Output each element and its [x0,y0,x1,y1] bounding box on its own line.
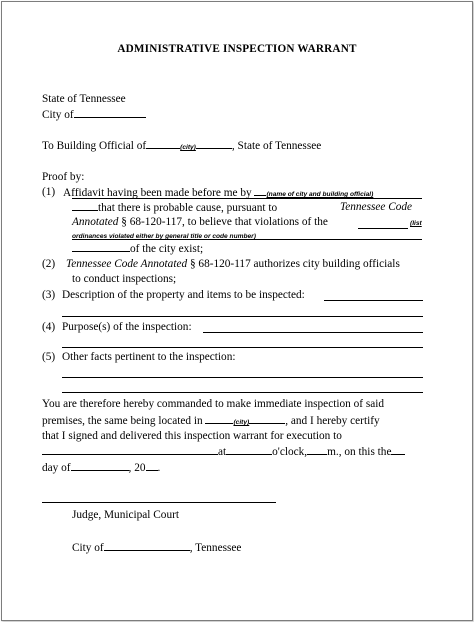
item5-text: Other facts pertinent to the inspection: [62,351,236,363]
state-line: State of Tennessee [42,93,126,105]
ordinances-hint-b: ordinances violated either by general title or code number) [72,233,256,240]
premises-city-blank-left[interactable] [205,413,233,424]
month-blank[interactable] [71,460,129,471]
city-blank[interactable] [74,107,146,118]
item3-text: Description of the property and items to be inspected: [62,289,305,301]
executor-blank[interactable] [42,444,218,455]
judge-signature-line[interactable] [42,502,276,503]
item1-line5 [72,241,203,256]
item1-line3 [72,215,328,229]
item2-line2: to conduct inspections; [72,273,177,285]
item1-line2-text: that there is probable cause, pursuant to [98,202,278,214]
premises-city-hint: (city) [233,419,250,426]
ordinances-hint-a: (list [410,220,422,227]
official-city-hint: (city) [180,144,196,151]
command-line3: that I signed and delivered this inspection warrant for execution to [42,430,342,442]
command-line2 [42,413,380,430]
affiant-blank-left[interactable] [254,185,266,196]
oclock-label: o'clock, [272,446,308,458]
ordinances-blank-cont[interactable] [72,241,130,252]
m-label: m., on this the [327,446,392,458]
ampm-blank[interactable] [307,444,327,455]
item5-number: (5) [42,351,56,363]
to-official-prefix: To Building Official of [42,140,147,152]
day-of-label: day of [42,462,71,474]
item4-blank-1[interactable] [203,332,423,333]
at-label: at [218,446,227,458]
day-number-blank[interactable] [391,444,405,455]
command-line2-suffix: , and I hereby certify [285,415,380,427]
item3-blank-1[interactable] [324,300,423,301]
command-line5 [42,460,160,475]
tca-reference-1: Tennessee Code [340,201,413,213]
command-line1: You are therefore hereby commanded to make immediate inspection of said [42,398,385,410]
ordinances-blank[interactable] [358,228,408,229]
command-line4 [42,444,405,459]
affiant-underline [72,198,422,199]
to-official-suffix: , State of Tennessee [231,140,322,152]
item1-line1-text: Affidavit having been made before me by [63,187,252,199]
item2-line1 [66,257,400,271]
item1-line3-text: § 68-120-117, to believe that violations of the [121,216,328,228]
city-line [42,107,146,122]
to-official-line [42,138,321,155]
item2-number: (2) [42,258,56,270]
official-city-blank-right[interactable] [196,138,232,149]
judge-label: Judge, Municipal Court [72,509,179,521]
item4-blank-2[interactable] [62,347,423,348]
affiant-hint: (name of city and building official) [266,191,374,198]
period: . [157,462,161,474]
document-title: ADMINISTRATIVE INSPECTION WARRANT [117,43,357,55]
item2-tca: Tennessee Code Annotated [66,258,188,270]
item3-blank-2[interactable] [62,316,423,317]
command-line2-text: premises, the same being located in [42,415,203,427]
proof-by-heading: Proof by: [42,171,85,183]
item4-text: Purpose(s) of the inspection: [62,321,192,333]
item2-line1-text: § 68-120-117 authorizes city building officials [189,258,400,270]
city-label: City of [42,109,74,121]
item1-line5-text: of the city exist; [130,243,204,255]
item4-number: (4) [42,321,56,333]
year-blank[interactable] [146,460,158,471]
year-prefix: , 20 [128,462,146,474]
item1-annotated: Annotated [72,216,119,228]
signature-city-prefix: City of [72,542,104,554]
item1-number: (1) [42,186,56,198]
official-city-blank-left[interactable] [146,138,180,149]
item3-number: (3) [42,289,56,301]
hour-blank[interactable] [226,444,272,455]
affiant-blank-cont[interactable] [72,200,98,211]
item1-line2 [72,200,277,215]
ordinances-underline [72,239,422,240]
signature-city-suffix: , Tennessee [189,542,242,554]
signature-city-blank[interactable] [104,540,190,551]
premises-city-blank-right[interactable] [249,413,285,424]
signature-city-line [72,540,241,555]
item5-blank-1[interactable] [62,377,423,378]
item5-blank-2[interactable] [62,392,423,393]
